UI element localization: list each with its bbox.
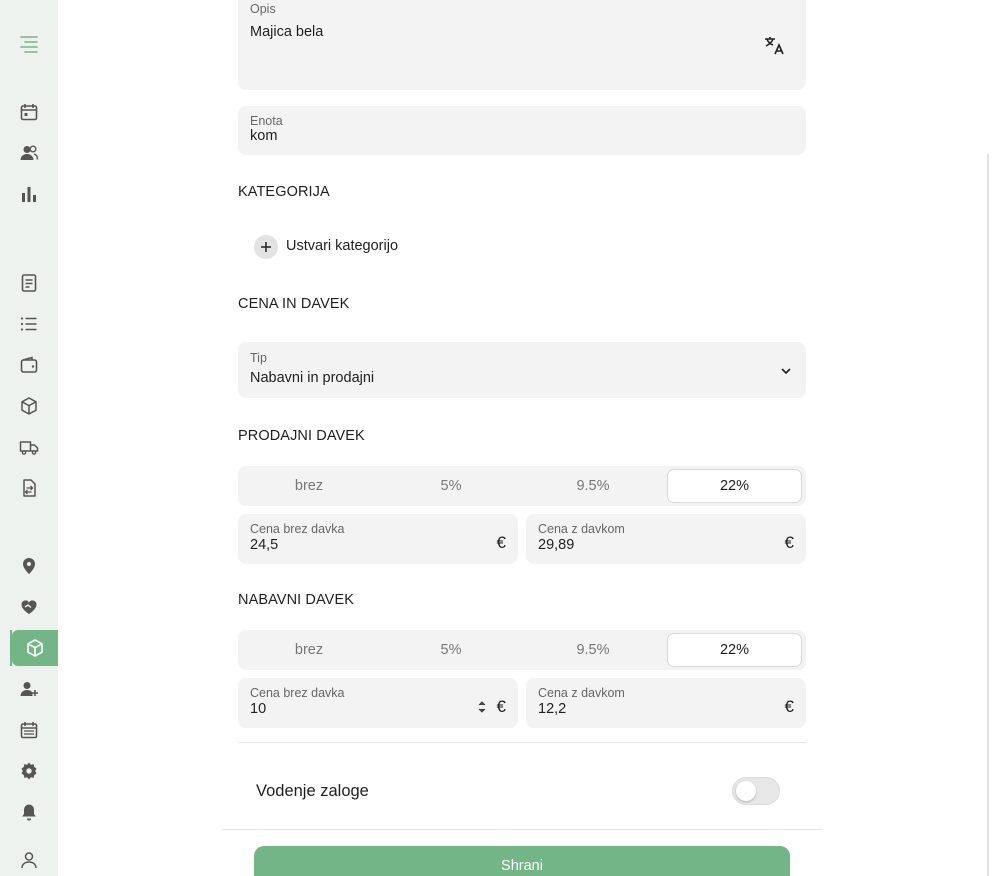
- euro-symbol: €: [496, 533, 506, 552]
- handshake-icon[interactable]: [0, 589, 58, 625]
- purchase-tax-option-5[interactable]: 5%: [440, 642, 462, 658]
- purchase-tax-option-none[interactable]: brez: [294, 642, 324, 658]
- sales-gross-price-value[interactable]: 29,89: [538, 537, 575, 553]
- sales-tax-rate-selector: [238, 466, 806, 506]
- bar-chart-icon[interactable]: [0, 176, 58, 212]
- purchase-net-price-label: Cena brez davka: [250, 686, 345, 700]
- package-icon[interactable]: [12, 630, 58, 666]
- sales-tax-option-22[interactable]: 22%: [667, 469, 802, 503]
- wallet-icon[interactable]: [0, 347, 58, 383]
- purchase-gross-price-label: Cena z davkom: [538, 686, 625, 700]
- purchase-tax-section-title: NABAVNI DAVEK: [238, 592, 354, 608]
- user-add-icon[interactable]: [0, 671, 58, 707]
- divider: [238, 742, 806, 743]
- type-value: Nabavni in prodajni: [250, 370, 375, 386]
- bell-icon[interactable]: [0, 794, 58, 830]
- sidebar: [0, 0, 58, 876]
- purchase-tax-option-9-5[interactable]: 9.5%: [576, 642, 610, 658]
- create-category-button[interactable]: Ustvari kategorijo: [286, 238, 399, 254]
- document-icon[interactable]: [0, 265, 58, 301]
- description-field[interactable]: [238, 0, 806, 90]
- location-pin-icon[interactable]: [0, 548, 58, 584]
- number-spinner-icon[interactable]: [478, 699, 486, 720]
- purchase-net-price-value[interactable]: 10: [250, 701, 267, 717]
- category-section-title: KATEGORIJA: [238, 184, 330, 200]
- toggle-knob: [736, 781, 756, 801]
- users-icon[interactable]: [0, 135, 58, 171]
- box-icon[interactable]: [0, 388, 58, 424]
- purchase-gross-price-field[interactable]: [526, 678, 806, 728]
- settings-icon[interactable]: [0, 753, 58, 789]
- stock-tracking-toggle[interactable]: [732, 777, 780, 805]
- type-label: Tip: [250, 351, 267, 365]
- sales-tax-option-9-5[interactable]: 9.5%: [576, 478, 610, 494]
- sales-gross-price-field[interactable]: [526, 514, 806, 564]
- scrollbar-track[interactable]: [987, 154, 989, 876]
- save-button[interactable]: Shrani: [254, 846, 790, 876]
- euro-symbol: €: [496, 697, 506, 716]
- divider: [222, 829, 822, 830]
- sales-tax-section-title: PRODAJNI DAVEK: [238, 428, 365, 444]
- sales-net-price-label: Cena brez davka: [250, 522, 345, 536]
- unit-value[interactable]: kom: [250, 128, 278, 144]
- purchase-net-price-field[interactable]: [238, 678, 518, 728]
- type-select[interactable]: [238, 342, 806, 398]
- plus-icon[interactable]: [254, 235, 278, 259]
- sales-tax-option-5[interactable]: 5%: [440, 478, 462, 494]
- calendar-days-icon[interactable]: [0, 712, 58, 748]
- menu-icon[interactable]: [0, 26, 58, 62]
- description-label: Opis: [250, 2, 276, 16]
- chevron-down-icon[interactable]: [780, 364, 792, 382]
- stock-tracking-label: Vodenje zaloge: [256, 782, 369, 800]
- sales-gross-price-label: Cena z davkom: [538, 522, 625, 536]
- purchase-tax-option-22[interactable]: 22%: [667, 633, 802, 667]
- purchase-gross-price-value[interactable]: 12,2: [538, 701, 567, 717]
- price-tax-section-title: CENA IN DAVEK: [238, 296, 350, 312]
- file-swap-icon[interactable]: [0, 470, 58, 506]
- calendar-icon[interactable]: [0, 94, 58, 130]
- sales-net-price-value[interactable]: 24,5: [250, 537, 279, 553]
- description-value[interactable]: Majica bela: [250, 24, 324, 40]
- euro-symbol: €: [784, 697, 794, 716]
- unit-field[interactable]: [238, 106, 806, 155]
- truck-icon[interactable]: [0, 429, 58, 465]
- translate-icon[interactable]: [763, 34, 785, 61]
- euro-symbol: €: [784, 533, 794, 552]
- purchase-tax-rate-selector: [238, 630, 806, 670]
- unit-label: Enota: [250, 114, 283, 128]
- list-icon[interactable]: [0, 306, 58, 342]
- sales-tax-option-none[interactable]: brez: [294, 478, 324, 494]
- user-icon[interactable]: [0, 842, 58, 876]
- sales-net-price-field[interactable]: [238, 514, 518, 564]
